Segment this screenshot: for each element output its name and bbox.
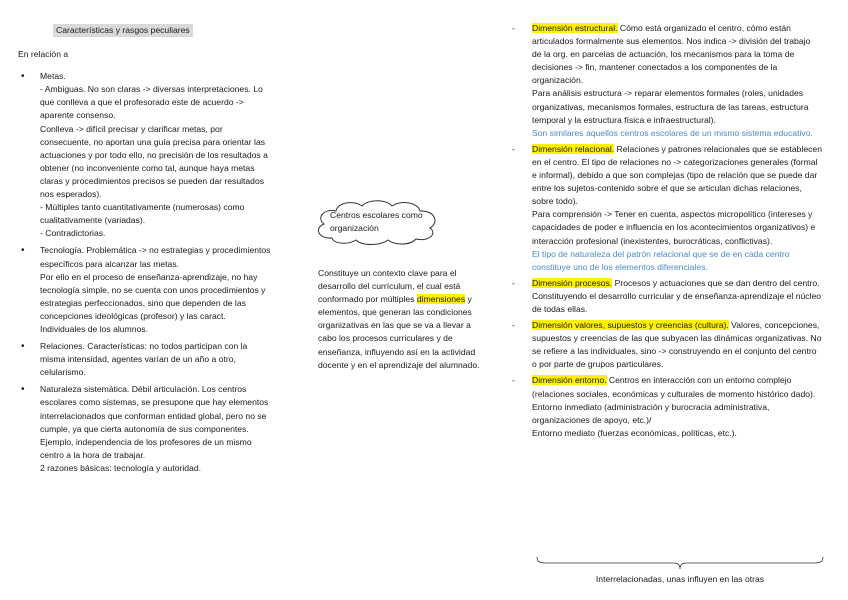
dimension-estructural: [512, 22, 822, 140]
bottom-brace: [536, 556, 824, 570]
dimension-text: Cómo está organizado el centro, cómo están articulados formalmente sus elementos. Nos indica -> división del trabajo de la org. en parcelas de actuación, los mecanismos para la toma de decisiones -> fin, mantener conectados a los componentes de la organización.: [532, 23, 811, 86]
dimension-note: El tipo de naturaleza del patrón relacional que se de en cada centro constituye uno de los elementos diferenciales.: [532, 248, 790, 272]
item-paragraph: - Contradictorias.: [40, 228, 106, 239]
left-column: [18, 24, 273, 479]
item-paragraph: Por ello en el proceso de enseñanza-aprendizaje, no hay tecnología simple, no se cuenta con unos procedimientos y estrategias perfeccionados, sino que dependen de las concepciones ideológicas (profesor) y las caract. Individuales de los alumnos.: [40, 271, 266, 334]
dimension-text: Valores, concepciones, supuestos y creencias de las que subyacen las dinámicas organizativas. No se refiere a las individuales, sino -> construyendo en el conjunto del centro o por parte de grupos particulares.: [532, 320, 822, 370]
dimension-extra: Entorno mediato (fuerzas económicas, políticas, etc.).: [532, 427, 737, 438]
dimension-extra: Entorno inmediato (administración y burocracia administrativa, organizaciones de apoyo, etc.)/: [532, 401, 770, 425]
middle-text-after: y elementos, que generan las condiciones organizativas en las que se va a llevar a cabo los procesos curriculares y de enseñanza, influyendo así en la actividad docente y en el aprendizaje del alumnado.: [318, 294, 480, 370]
item-title: • Metas.: [40, 71, 66, 82]
dimension-extra: Para comprensión -> Tener en cuenta, aspectos micropolítico (intereses y capacidades de poder e influencia en los acontecimientos organizativos) e interacción profesional (inexistentes, burocráticas, conflictivas).: [532, 209, 816, 246]
dimension-label: Dimensión valores, supuestos y creencias (cultura).: [532, 320, 729, 331]
dimension-cultura: [512, 319, 822, 371]
right-column: [512, 22, 822, 443]
dimension-extra: Para análisis estructura -> reparar elementos formales (roles, unidades organizativas, mecanismos formales, estructura de las tareas, estructura temporal y la estructura física e infraestructural).: [532, 88, 809, 125]
middle-text-before: Constituye un contexto clave para el desarrollo del currículum, el cual está conformado por múltiples: [318, 268, 461, 305]
cloud-label: Centros escolares como organización: [330, 210, 423, 233]
dimension-relacional: [512, 143, 822, 274]
list-item-metas: [18, 70, 273, 240]
list-item-relaciones: [18, 340, 273, 379]
highlight-dimensiones: dimensiones: [416, 294, 466, 305]
brace-label: Interrelacionadas, unas influyen en las otras: [595, 574, 765, 584]
dimension-label: Dimensión procesos.: [532, 277, 613, 288]
list-item-tecnologia: [18, 244, 273, 336]
dimension-note: Son similares aquellos centros escolares de un mismo sistema educativo.: [532, 127, 813, 138]
item-paragraph: Conlleva -> difícil precisar y clarificar metas, por consecuente, no aportan una guía precisa para orientar las actuaciones y por todo ello, no precisión de los resultados a obtener (no inconveniente como tal, aunque haya metas claras y procedimientos precisos se pueden dar resultados nos esperados).: [40, 123, 268, 200]
dimension-label: Dimensión entorno.: [532, 375, 607, 386]
item-paragraph: - Múltiples tanto cuantitativamente (numerosas) como cualitativamente (variadas).: [40, 202, 245, 226]
section-header: Características y rasgos peculiares: [53, 24, 193, 37]
dimension-text: Procesos y actuaciones que se dan dentro del centro. Constituyendo el desarrollo curricular y de enseñanza-aprendizaje el núcleo de todas ellas.: [532, 277, 822, 314]
dimension-label: Dimensión estructural.: [532, 23, 618, 33]
dimension-text: Centros en interacción con un entorno complejo (relaciones sociales, económicas y culturales de momento histórico dado).: [532, 375, 816, 399]
item-title: • Relaciones. Características: no todos participan con la misma intensidad, agentes varían de un año a otro, celularismo.: [40, 341, 248, 378]
left-bullet-list: [18, 70, 273, 475]
dimension-entorno: [512, 374, 822, 439]
item-paragraph: - Ambiguas. No son claras -> diversas interpretaciones. Lo que conlleva a que el profesorado este de acuerdo -> aparente consenso.: [40, 84, 263, 121]
list-item-naturaleza: [18, 383, 273, 475]
dimension-procesos: [512, 277, 822, 316]
middle-paragraph: [318, 267, 483, 372]
intro-text: En relación a: [18, 49, 69, 60]
dimension-label: Dimensión relacional.: [532, 143, 615, 154]
item-paragraph: 2 razones básicas: tecnología y autoridad.: [40, 462, 201, 473]
dimension-text: Relaciones y patrones relacionales que se establecen en el centro. El tipo de relaciones no -> categorizaciones generales (formal e informal), debido a que son complejas (tipo de relación que se puede dar entre los sujetos-contenido sobre el que se articulan dichas relaciones, sobre todo).: [532, 143, 822, 207]
dimension-list: [512, 22, 822, 440]
item-title: • Tecnología. Problemática -> no estrategias y procedimientos específicos para alcanzar las metas.: [40, 245, 271, 269]
item-title: • Naturaleza sistemática. Débil articulación. Los centros escolares como sistemas, se presupone que hay elementos interrelacionados que conforman entidad global, pero no se cumple, ya que cierta autonomía de sus componentes. Ejemplo, independencia de los profesores de un mismo centro a la hora de trabajar.: [40, 384, 269, 460]
